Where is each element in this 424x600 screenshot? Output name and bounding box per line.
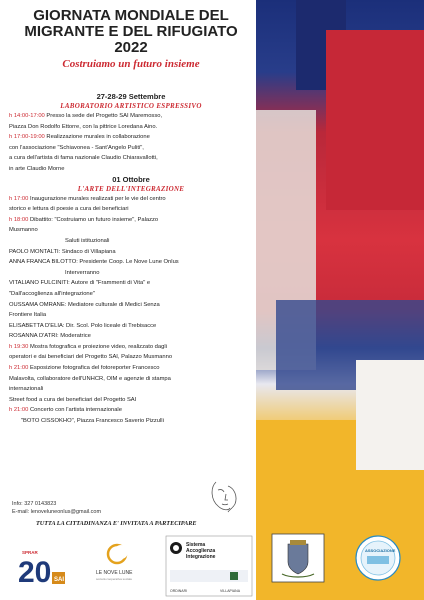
info-phone: Info: 327 0143823 <box>12 501 57 507</box>
speaker: ANNA FRANCA BILOTTO: Presidente Coop. Le Nove Lune Onlus <box>9 259 179 266</box>
speaker: VITALIANO FULCINITI: Autore di "Frammenti di Vita" e <box>9 280 151 287</box>
speaker: "Dall'accoglienza all'integrazione" <box>9 290 95 297</box>
schedule-line: con l'associazione "Schiavonea - Sant'Angelo Puliti", <box>9 144 144 151</box>
saluti-heading: Saluti istituzionali <box>65 237 110 244</box>
section-laboratorio: LABORATORIO ARTISTICO ESPRESSIVO <box>60 102 202 110</box>
association-logo <box>356 536 400 580</box>
text: Dibattito: "Costruiamo un futuro insieme", Palazzo <box>28 216 159 223</box>
time: h 14:00-17:00 <box>9 113 45 119</box>
time: h 17:00 <box>9 195 29 202</box>
right-logos <box>270 532 420 596</box>
nove-lune-name: LE NOVE LUNE <box>96 570 133 576</box>
schedule-line <box>9 111 253 122</box>
sai-right: VILLAPIANA <box>220 589 241 593</box>
time: h 21:00 <box>9 407 29 414</box>
villapiana-crest-logo <box>272 534 324 582</box>
poster-content <box>9 8 253 427</box>
schedule-line <box>9 194 253 205</box>
sai-line3: Integrazione <box>186 554 216 560</box>
speaker: ELISABETTA D'ELIA: Dir. Scol. Polo liceale di Trebisacce <box>9 322 157 329</box>
schedule-line <box>9 405 253 416</box>
title-line2: MIGRANTE E DEL RIFUGIATO 2022 <box>24 23 238 56</box>
sprar-number: 20 <box>18 556 52 589</box>
sai-left: ORDINARI <box>170 589 188 593</box>
schedule-line: Piazza Don Rodolfo Ettorre, con la pittrice Loredana Aino. <box>9 123 158 130</box>
schedule-line <box>9 215 253 226</box>
date-day1: 27-28-29 Settembre <box>96 92 166 101</box>
date-day2: 01 Ottobre <box>112 174 150 184</box>
schedule-line: in arte Claudio Morne <box>9 165 65 172</box>
info-email: E-mail: lenoveluneonlus@gmail.com <box>12 509 102 515</box>
text: Esposizione fotografica del fotoreporter Francesco <box>28 365 160 372</box>
time: h 19:30 <box>9 343 29 350</box>
sponsor-logos <box>0 532 256 600</box>
nove-lune-sub: società cooperativa sociale <box>96 577 133 581</box>
section-integrazione: L'ARTE DELL'INTEGRAZIONE <box>77 184 185 193</box>
title-line1: GIORNATA MONDIALE DEL <box>33 7 229 24</box>
subtitle: Costruiamo un futuro insieme <box>62 58 200 70</box>
invitation-text: TUTTA LA CITTADINANZA E' INVITATA A PARTECIPARE <box>36 520 197 527</box>
schedule-line <box>9 132 253 143</box>
schedule-line: a cura dell'artista di fama nazionale Claudio Chiaravallotti, <box>9 155 158 162</box>
time: h 18:00 <box>9 216 29 223</box>
sai-line1: Sistema <box>186 542 206 548</box>
text: Concerto con l'artista internazionale <box>28 407 122 414</box>
schedule-line: operatori e dai beneficiari del Progetto SAI, Palazzo Musmanno <box>9 354 173 361</box>
sai-system-logo <box>166 536 252 596</box>
time: h 17:00-19:00 <box>9 134 45 141</box>
sai-label: SAI <box>54 577 65 583</box>
schedule-line: "BOTO CISSOKHO", Piazza Francesco Saverio Pizzulli <box>21 418 164 425</box>
schedule-line <box>9 363 253 374</box>
schedule-line: Malavolta, collaboratore dell'UNHCR, OIM e agenzie di stampa <box>9 375 171 382</box>
text: Presso la sede del Progetto SAI Maremosso, <box>44 113 163 119</box>
schedule-line <box>9 342 253 353</box>
contact-info <box>12 500 101 516</box>
speaker: ROSANNA D'ATRI: Moderatrice <box>9 333 91 340</box>
text: Inaugurazione murales realizzati per le vie del centro <box>28 195 166 202</box>
schedule-line: internazionali <box>9 386 44 393</box>
speaker: Frontiere Italia <box>9 312 47 319</box>
face-line-drawing <box>208 478 242 514</box>
schedule-line: storico e lettura di poesie a cura dei beneficiari <box>9 206 129 213</box>
abstract-painting <box>256 0 424 600</box>
speaker: PAOLO MONTALTI: Sindaco di Villapiana <box>9 248 116 255</box>
schedule-line: Musmanno <box>9 227 38 234</box>
interverranno-heading: Interverranno <box>65 269 100 276</box>
nove-lune-logo <box>96 545 133 581</box>
time: h 21:00 <box>9 365 29 372</box>
schedule-line: Street food a cura dei beneficiari del Progetto SAI <box>9 396 137 403</box>
sai-line2: Accoglienza <box>186 548 216 554</box>
text: Realizzazione murales in collaborazione <box>44 134 150 141</box>
speaker: OUSSAMA OMRANE: Mediatore culturale di Medici Senza <box>9 301 160 308</box>
sprar-label: SPRAR <box>22 550 38 555</box>
text: Mostra fotografica e proiezione video, realizzato dagli <box>28 343 167 350</box>
assoc-label: ASSOCIAZIONE <box>365 548 396 553</box>
sprar-sai-logo <box>18 550 65 589</box>
